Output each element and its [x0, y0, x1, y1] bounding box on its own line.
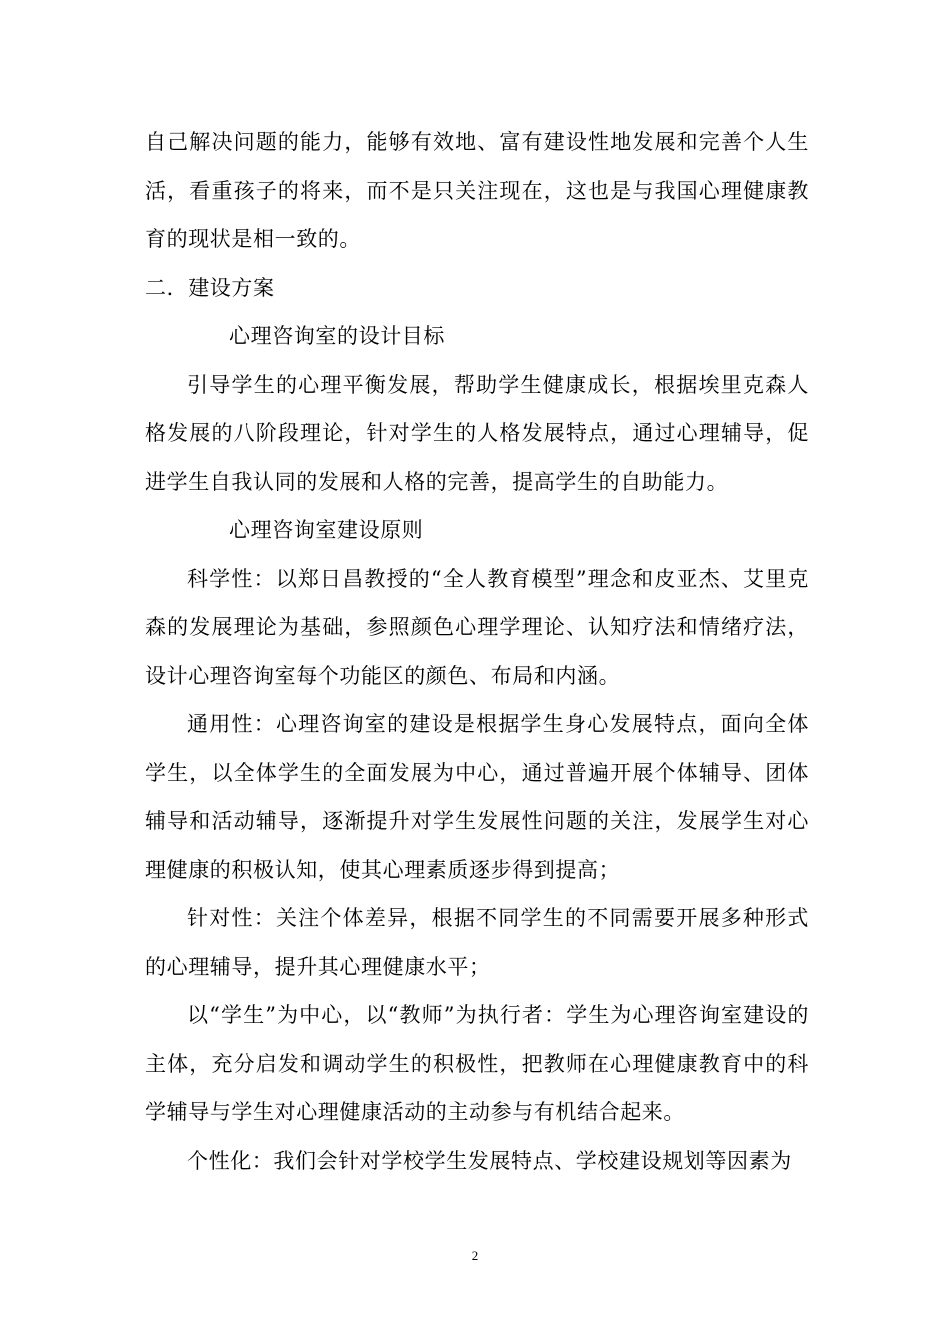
subheading-design-goal: 心理咨询室的设计目标 — [229, 324, 445, 348]
paragraph-design-goal: 引导学生的心理平衡发展，帮助学生健康成长，根据埃里克森人格发展的八阶段理论，针对学生的人格发展特点，通过心理辅导，促进学生自我认同的发展和人格的完善，提高学生的自助能力。 — [145, 372, 809, 494]
paragraph-universality: 通用性：心理咨询室的建设是根据学生身心发展特点，面向全体学生，以全体学生的全面发展为中心，通过普遍开展个体辅导、团体辅导和活动辅导，逐渐提升对学生发展性问题的关注，发展学生对心理健康的积极认知，使其心理素质逐步得到提高； — [145, 712, 809, 882]
paragraph-student-centered: 以“学生”为中心，以“教师”为执行者：学生为心理咨询室建设的主体，充分启发和调动学生的积极性，把教师在心理健康教育中的科学辅导与学生对心理健康活动的主动参与有机结合起来。 — [145, 1003, 809, 1124]
paragraph-continuation: 自己解决问题的能力，能够有效地、富有建设性地发展和完善个人生活，看重孩子的将来，而不是只关注现在，这也是与我国心理健康教育的现状是相一致的。 — [145, 130, 809, 251]
document-body — [145, 118, 809, 1185]
section-heading-construction-plan: 二．建设方案 — [145, 275, 275, 300]
page-number: 2 — [471, 1248, 479, 1263]
subheading-construction-principles: 心理咨询室建设原则 — [229, 518, 424, 542]
paragraph-pertinence: 针对性：关注个体差异，根据不同学生的不同需要开展多种形式的心理辅导，提升其心理健康水平； — [145, 906, 809, 979]
paragraph-personalization: 个性化：我们会针对学校学生发展特点、学校建设规划等因素为 — [187, 1148, 792, 1173]
paragraph-scientific: 科学性：以郑日昌教授的“全人教育模型”理念和皮亚杰、艾里克森的发展理论为基础，参照颜色心理学理论、认知疗法和情绪疗法，设计心理咨询室每个功能区的颜色、布局和内涵。 — [145, 566, 809, 688]
